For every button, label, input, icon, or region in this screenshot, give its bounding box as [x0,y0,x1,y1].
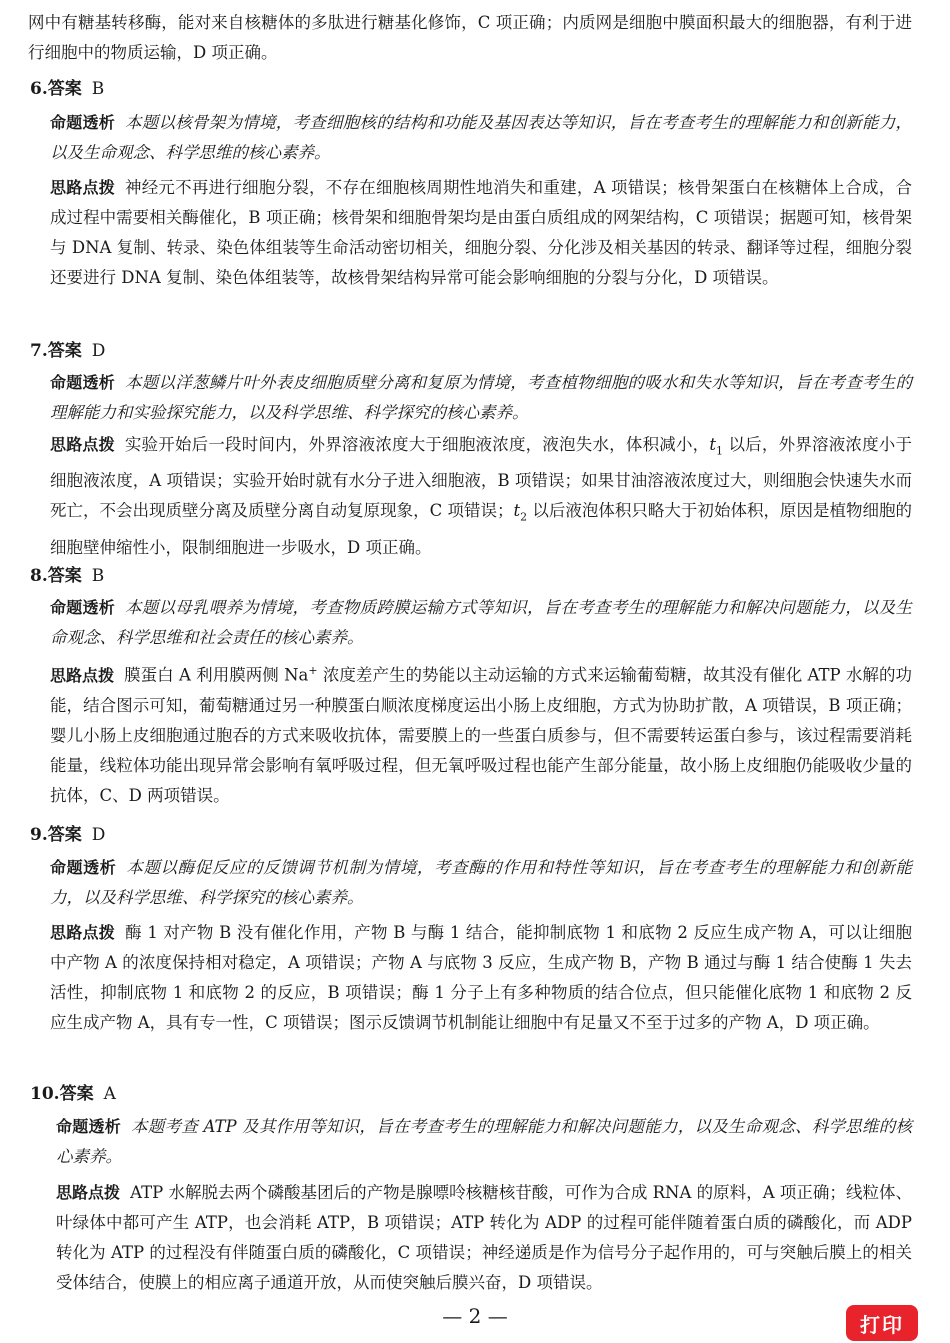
explain-9 [50,918,912,1038]
explain-text-b: 以后，外界溶液浓度小于细胞液浓度，A 项错误；实验开始时就有水分子进入细胞液，B 项错误；如果甘油溶液浓度过大，则细胞会快速失水而死亡，不会出现质壁分离及质壁分离自动复原现象，C 项错误； [50,435,912,521]
answer-8 [30,561,104,591]
answer-value: B [91,566,105,586]
answer-value: D [91,825,106,845]
analysis-text: 本题考查 ATP 及其作用等知识，旨在考查考生的理解能力和解决问题能力，以及生命观念、科学思维的核心素养。 [56,1117,912,1166]
explain-10 [56,1178,912,1298]
print-button-label: 打印 [860,1312,904,1337]
explain-text-a: 膜蛋白 A 利用膜两侧 Na [124,665,309,685]
time-t2: t [513,501,521,521]
analysis-text: 本题以母乳喂养为情境，考查物质跨膜运输方式等知识，旨在考查考生的理解能力和解决问题能力，以及生命观念、科学思维和社会责任的核心素养。 [50,598,912,647]
explain-text-a: 实验开始后一段时间内，外界溶液浓度大于细胞液浓度，液泡失水，体积减小， [124,435,710,454]
explain-text: 酶 1 对产物 B 没有催化作用，产物 B 与酶 1 结合，能抑制底物 1 和底物 2 反应生成产物 A，可以让细胞中产物 A 的浓度保持相对稳定，A 项错误；产物 A 与底物 3 反应，生成产物 B，产物 B 通过与酶 1 结合使酶 1 失去活性，抑制底物 1 和底物 2 的反应，B 项错误；酶 1 分子上有多种物质的结合位点，但只能催化底物 1 和底物 2 反应生成产物 A，具有专一性，C 项错误；图示反馈调节机制能让细胞中有足量又不至于过多的产物 A，D 项正确。 [50,923,912,1032]
analysis-text: 本题以洋葱鳞片叶外表皮细胞质壁分离和复原为情境，考查植物细胞的吸水和失水等知识，旨在考查考生的理解能力和实验探究能力，以及科学思维、科学探究的核心素养。 [50,373,912,422]
analysis-7 [50,368,912,428]
page-number: — 2 — [442,1304,508,1328]
sodium-charge: + [308,664,318,677]
analysis-label: 命题透析 [50,113,115,132]
explain-8 [50,656,912,811]
analysis-10 [56,1112,912,1172]
question-number: 9. [30,825,48,845]
answer-10 [30,1079,116,1109]
analysis-label: 命题透析 [50,373,115,392]
explain-text: 神经元不再进行细胞分裂，不存在细胞核周期性地消失和重建，A 项错误；核骨架蛋白在核糖体上合成，合成过程中需要相关酶催化，B 项正确；核骨架和细胞骨架均是由蛋白质组成的网架结构，C 项错误；据题可知，核骨架与 DNA 复制、转录、染色体组装等生命活动密切相关，细胞分裂、分化涉及相关基因的转录、翻译等过程，细胞分裂还要进行 DNA 复制、染色体组装等，故核骨架结构异常可能会影响细胞的分裂与分化，D 项错误。 [50,178,912,287]
question-number: 6. [30,79,48,99]
analysis-label: 命题透析 [50,598,115,617]
analysis-label: 命题透析 [50,858,117,877]
explain-label: 思路点拨 [50,435,115,454]
explain-text-b: 浓度差产生的势能以主动运输的方式来运输葡萄糖，故其没有催化 ATP 水解的功能，结合图示可知，葡萄糖通过另一种膜蛋白顺浓度梯度运出小肠上皮细胞，方式为协助扩散，A 项错误，B 项正确；婴儿小肠上皮细胞通过胞吞的方式来吸收抗体，需要膜上的一些蛋白质参与，但不需要转运蛋白参与，该过程需要消耗能量，线粒体功能出现异常会影响有氧呼吸过程，但无氧呼吸过程也能产生部分能量，故小肠上皮细胞仍能吸收少量的抗体，C、D 两项错误。 [50,665,912,805]
explain-7 [50,430,912,563]
question-number: 10. [30,1084,60,1104]
answer-value: B [91,79,105,99]
time-t1: t [709,435,717,454]
explain-label: 思路点拨 [50,178,115,197]
intro-paragraph [28,8,912,68]
print-button[interactable] [846,1305,918,1341]
answer-label: 答案 [47,566,82,586]
time-t1-sub: 1 [716,444,724,458]
intro-line-1: 网中有糖基转移酶，能对来自核糖体的多肽进行糖基化修饰，C 项正确；内质网是细胞中膜面积最大的细胞器， [28,13,846,32]
answer-7 [30,336,105,366]
answer-value: A [103,1084,116,1104]
explain-label: 思路点拨 [56,1183,121,1202]
analysis-text: 本题以酶促反应的反馈调节机制为情境，考查酶的作用和特性等知识，旨在考查考生的理解能力和创新能力，以及科学思维、科学探究的核心素养。 [50,858,912,907]
intro-line-2: 有利于进行细胞中的物质运输，D 项正确。 [28,13,912,62]
answer-label: 答案 [47,341,82,361]
explain-text-c: 以后液泡体积只略大于初始体积，原因是植物细胞的细胞壁伸缩性小，限制细胞进一步吸水，D 项正确。 [50,501,912,557]
explain-6 [50,173,912,293]
explain-label: 思路点拨 [50,923,116,942]
analysis-6 [50,108,912,168]
answer-label: 答案 [59,1084,94,1104]
time-t2-sub: 2 [520,510,528,524]
answer-label: 答案 [47,79,82,99]
question-number: 8. [30,566,48,586]
analysis-8 [50,593,912,653]
explain-text: ATP 水解脱去两个磷酸基团后的产物是腺嘌呤核糖核苷酸，可作为合成 RNA 的原料，A 项正确；线粒体、叶绿体中都可产生 ATP，也会消耗 ATP，B 项错误；ATP 转化为 ADP 的过程可能伴随着蛋白质的磷酸化，而 ADP 转化为 ATP 的过程没有伴随蛋白质的磷酸化，C 项错误；神经递质是作为信号分子起作用的，可与突触后膜上的相关受体结合，使膜上的相应离子通道开放，从而使突触后膜兴奋，D 项错误。 [56,1183,912,1292]
answer-value: D [91,341,106,361]
analysis-9 [50,853,912,913]
answer-9 [30,820,105,850]
analysis-label: 命题透析 [56,1117,122,1136]
answer-6 [30,74,104,104]
question-number: 7. [30,341,48,361]
answer-label: 答案 [47,825,82,845]
explain-label: 思路点拨 [50,665,115,685]
analysis-text: 本题以核骨架为情境，考查细胞核的结构和功能及基因表达等知识，旨在考查考生的理解能力和创新能力，以及生命观念、科学思维的核心素养。 [50,113,912,162]
